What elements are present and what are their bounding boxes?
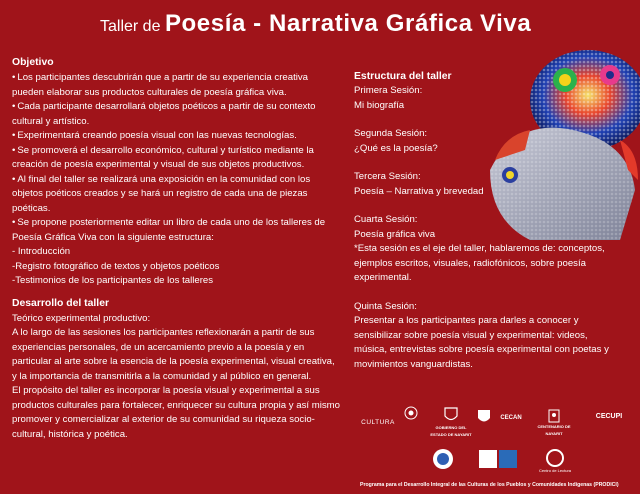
left-column bbox=[12, 56, 342, 442]
cultura-seal-icon bbox=[404, 406, 418, 420]
session-title: Quinta Sesión: bbox=[354, 300, 417, 312]
desarrollo-paragraph: El propósito del taller es incorporar la poesía visual y experimental a sus productos culturales para fortalecer, enriquecer su cultura propia y así mismo promover y comercializar al exterior de su comunidad su riqueza socio-cultural, histórica y poética. bbox=[12, 385, 340, 440]
session-body: Poesía – Narrativa y brevedad bbox=[354, 185, 484, 197]
objetivo-bullet: • Los participantes descubrirán que a partir de su experiencia creativa pueden elaborar sus productos culturales de poesía gráfica viva. bbox=[12, 71, 342, 100]
desarrollo-paragraph: A lo largo de las sesiones los participantes reflexionarán a partir de sus experiencias personales, de un acercamiento previo a la poesía y en particular al arte sobre la esencia de la poesía experimental, visual creativa, y la importancia de transmitirla a la comunidad y al público en general. bbox=[12, 327, 335, 382]
desarrollo-subheading: Teórico experimental productivo: bbox=[12, 312, 151, 324]
casa-lectura-logo: Centro de Lectura bbox=[536, 446, 574, 476]
title-main: Poesía - Narrativa Gráfica Viva bbox=[164, 10, 532, 37]
footer-program: Programa para el Desarrollo Integral de las Culturas de los Pueblos y Comunidades Indígenas (PRODICI) bbox=[360, 482, 619, 488]
right-column bbox=[354, 70, 620, 372]
objetivo-bullet: • Al final del taller se realizará una exposición en la comunidad con los objetos poéticos creados y se hará un registro de cada una de piezas poéticas. bbox=[12, 173, 342, 217]
session-title: Segunda Sesión: bbox=[354, 128, 428, 139]
structure-item: -Testimonios de los participantes de los talleres bbox=[12, 275, 214, 286]
structure-item: - Introducción bbox=[12, 246, 71, 257]
session-title: Primera Sesión: bbox=[354, 85, 423, 96]
session-title: Tercera Sesión: bbox=[354, 171, 421, 182]
cdi-logo bbox=[478, 448, 518, 470]
cultura-logo: CULTURA bbox=[361, 418, 395, 426]
title-prefix: Taller de bbox=[100, 18, 161, 35]
gobierno-nayarit-logo: GOBIERNO DEL ESTADO DE NAYARIT bbox=[428, 404, 474, 440]
shield-icon bbox=[476, 408, 492, 426]
cecupi-logo: CECUPI bbox=[595, 412, 623, 420]
estructura-heading: Estructura del taller bbox=[354, 71, 452, 82]
cecan-logo: CECAN bbox=[500, 414, 522, 421]
objetivo-bullet: • Cada participante desarrollará objetos poéticos a partir de su contexto cultural y artístico. bbox=[12, 100, 342, 129]
session-body: Presentar a los participantes para darles a conocer y sensibilizar sobre poesía visual y experimental: videos, música, entrevistas sobre poesía experimental con poetas y movimientos vanguardistas. bbox=[354, 315, 609, 370]
session-title: Cuarta Sesión: bbox=[354, 214, 418, 225]
structure-item: -Registro fotográfico de textos y objetos poéticos bbox=[12, 260, 220, 272]
session-body: Poesía gráfica viva bbox=[354, 228, 436, 240]
sponsor-logos bbox=[352, 404, 640, 480]
session-body: Mi biografía bbox=[354, 99, 405, 111]
poster-title bbox=[100, 10, 640, 44]
session-body: ¿Qué es la poesía? bbox=[354, 142, 438, 154]
desarrollo-heading: Desarrollo del taller bbox=[12, 297, 110, 309]
objetivo-heading: Objetivo bbox=[12, 57, 54, 68]
objetivo-bullet: • Se promoverá el desarrollo económico, cultural y turístico mediante la creación de poesía experimental y visual de sus objetos productivos. bbox=[12, 144, 342, 173]
centenario-logo: CENTENARIO DE NAYARIT bbox=[532, 404, 576, 442]
objetivo-bullet: • Se propone posteriormente editar un libro de cada uno de los talleres de Poesía Gráfica Viva con la siguiente estructura: bbox=[12, 216, 342, 245]
seal-icon bbox=[432, 448, 454, 470]
session-note: *Esta sesión es el eje del taller, hablaremos de: conceptos, ejemplos escritos, visuales, radiofónicos, sobre poesía experimental. bbox=[354, 243, 605, 283]
objetivo-bullet: • Experimentará creando poesía visual con las nuevas tecnologías. bbox=[12, 129, 342, 144]
